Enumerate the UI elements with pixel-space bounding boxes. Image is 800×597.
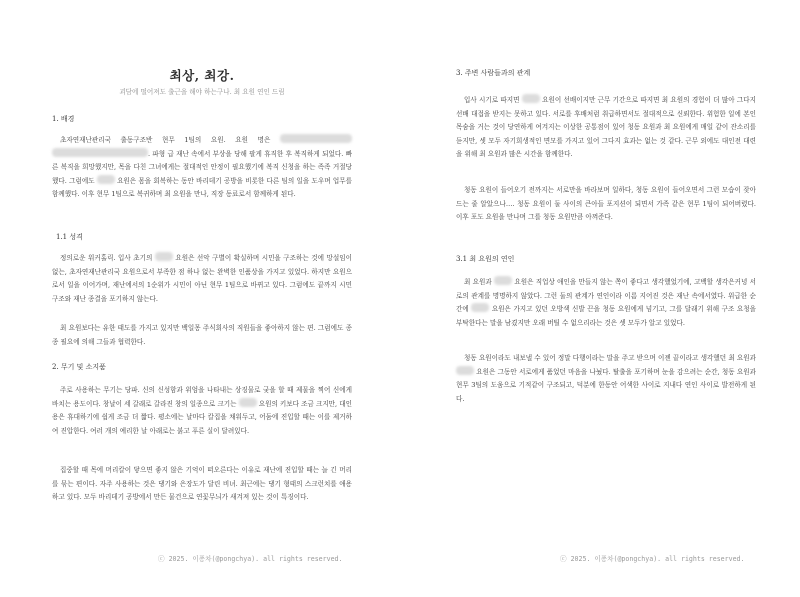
section-lover-heading: 3.1 최 요원의 연인 (456, 255, 515, 263)
section-personality-heading: 1.1 성격 (56, 233, 83, 241)
document-title: 최상, 최강. (169, 68, 235, 83)
text-span: 요원의 키보다 조금 크지만, 대인용은 휴대하기에 쉽게 조금 더 짧다. 평소에는 날마다 칼집을 채워두고, 어둠에 진입할 때는 이를 제거하여 진압한다. 여러 개의 예리한 날 아래로는 붉고 푸른 실이 달려있다. (52, 399, 352, 435)
redacted-name (52, 148, 148, 157)
section-relations-paragraph (456, 94, 756, 162)
copyright-footer: ⓒ 2025. 이퐁차(@pongchya). all rights reserved. (158, 555, 343, 563)
redacted-name (239, 398, 257, 407)
document-subtitle: 괴담에 떨어져도 출근을 해야 하는구나. 최 요원 연인 드림 (119, 88, 285, 96)
redacted-name (280, 134, 352, 143)
text-span: 요원은 그동안 서로에게 품었던 마음을 나눴다. 탈출을 포기하며 눈을 감으려는 순간, 청동 요원과 현무 3팀의 도움으로 기적같이 구조되고, 덕분에 한동안 어색한 사이로 지내다 연인 사이로 발전하게 된다. (456, 367, 756, 403)
text-span: 입사 시기로 따지면 (464, 96, 520, 104)
section-personality-paragraph (52, 252, 352, 306)
section-relations-heading: 3. 주변 사람들과의 관계 (456, 69, 531, 77)
text-span: 정의로운 워커홀릭. 입사 초기의 (60, 254, 153, 262)
text-span: . 파형 급 재난 속에서 부상을 당해 팔게 휴직한 후 복직하게 되었다. 빠른 복직을 희망했지만, 목을 다친 그녀에게는 절대적인 안정이 필요했기에 복직 신청을 하는 족족 거절당했다. 그럼에도 (52, 149, 352, 185)
section-background-paragraph (52, 134, 352, 202)
redacted-name (155, 252, 173, 261)
text-span: 요원은 몸을 회복하는 동안 바리데기 공방을 비롯한 다른 팀의 일을 도우며 업무를 함께했다. 이후 현무 1팀으로 복귀하며 최 요원을 만나, 직장 동료로서 함께하게 된다. (52, 176, 352, 199)
section-weapons-heading: 2. 무기 및 소지품 (52, 363, 106, 371)
text-span: 요원은 선악 구별이 확실하며 시민을 구조하는 것에 망설임이 없는, 초자연재난관리국 요원으로서 부족한 점 하나 없는 완벽한 인품상을 가지고 있었다. 하지만 요원으로서 일을 이어가며, 재난에서의 1순위가 시민이 아닌 현무 1팀으로 바뀌고 있다. 그럼에도 끝까지 시민 구조와 재난 종결을 포기하지 않는다. (52, 254, 352, 303)
copyright-footer: ⓒ 2025. 이퐁차(@pongchya). all rights reserved. (560, 555, 745, 563)
section-weapons-paragraph (52, 384, 352, 438)
text-span: 주로 사용하는 무기는 당파. 신의 신성함과 위엄을 나타내는 상징물로 궂을 할 때 제물을 찍어 신에게 바치는 용도이다. 창날이 세 갈래로 갈라진 창의 일종으로 크기는 (52, 386, 352, 408)
text-span: 요원이 선배이지만 근무 기간으로 따지면 최 요원의 경험이 더 많아 그다지 선배 대접을 받지는 못하고 있다. 서로를 후배처럼 취급하면서도 절대적으로 신뢰한다. 위험한 일에 본인 목숨을 거는 것이 당연하게 여겨지는 이상한 공통점이 있어 청동 요원과 최 요원에게 매일 같이 잔소리를 듣지만, 셋 모두 자기희생적인 면모를 가지고 있어 그다지 효과는 없는 것 같다. 근무 외에도 대인전 대련을 위해 최 요원과 많은 시간을 함께한다. (456, 96, 756, 159)
text-span: 초자연재난관리국 출동구조반 현무 1팀의 요원. 요원 명은 (60, 136, 271, 144)
redacted-name (494, 276, 512, 285)
text-span: 요원은 가지고 있던 오방색 신발 끈을 청동 요원에게 넘기고, 그를 달래기 위해 구조 요청을 부탁한다는 말을 남겼지만 오래 버틸 수 없으리라는 것은 셋 모두가 알고 있었다. (456, 305, 756, 327)
redacted-name (471, 303, 489, 312)
text-span: 요원은 직업상 애인을 만들지 않는 쪽이 좋다고 생각했었기에, 고백할 생각은커녕 서로의 관계를 명명하지 않았다. 그런 둘의 관계가 연인이라 이름 지어진 것은 재난 속에서였다. 위급한 순간에 (456, 278, 756, 314)
text-span: 최 요원과 (464, 278, 492, 286)
section-lover-paragraph (456, 276, 756, 330)
section-lover-paragraph-2 (456, 352, 756, 406)
section-accessories-paragraph: 집중할 때 목에 머리칼이 닿으면 좋지 않은 기억이 떠오른다는 이유로 재난에 진입할 때는 늘 긴 머리를 묶는 편이다. 자주 사용하는 것은 댕기와 은장도가 달린 비녀. 최근에는 댕기 형태의 스크런치를 애용하고 있다. 모두 바리데기 공방에서 만든 물건으로 연꽃무늬가 새겨져 있는 것이 특징이다. (52, 466, 352, 502)
section-relations-paragraph-2: 청동 요원이 들어오기 전까지는 서로만을 바라보며 일하다, 청동 요원이 들어오면서 그런 모습이 잦아드는 줄 알았으나…. 청동 요원이 둘 사이의 큰아들 포지션이 되면서 가족 같은 현무 1팀이 되어버렸다. 이후 포도 요원을 만나며 그를 청동 요원만큼 아껴준다. (456, 186, 756, 222)
section-background-heading: 1. 배경 (52, 115, 75, 123)
text-span: 청동 요원이라도 내보낼 수 있어 정말 다행이라는 말을 주고 받으며 이젠 끝이라고 생각했던 최 요원과 (464, 354, 756, 362)
redacted-name (522, 94, 540, 103)
right-page (400, 0, 800, 597)
redacted-name (456, 366, 474, 375)
redacted-name (97, 175, 115, 184)
section-personality-paragraph-2: 최 요원보다는 유한 태도를 가지고 있지만 백일몽 주식회사의 직원들을 좋아하지 않는 편. 그럼에도 종종 필요에 의해 그들과 협력한다. (52, 324, 352, 346)
